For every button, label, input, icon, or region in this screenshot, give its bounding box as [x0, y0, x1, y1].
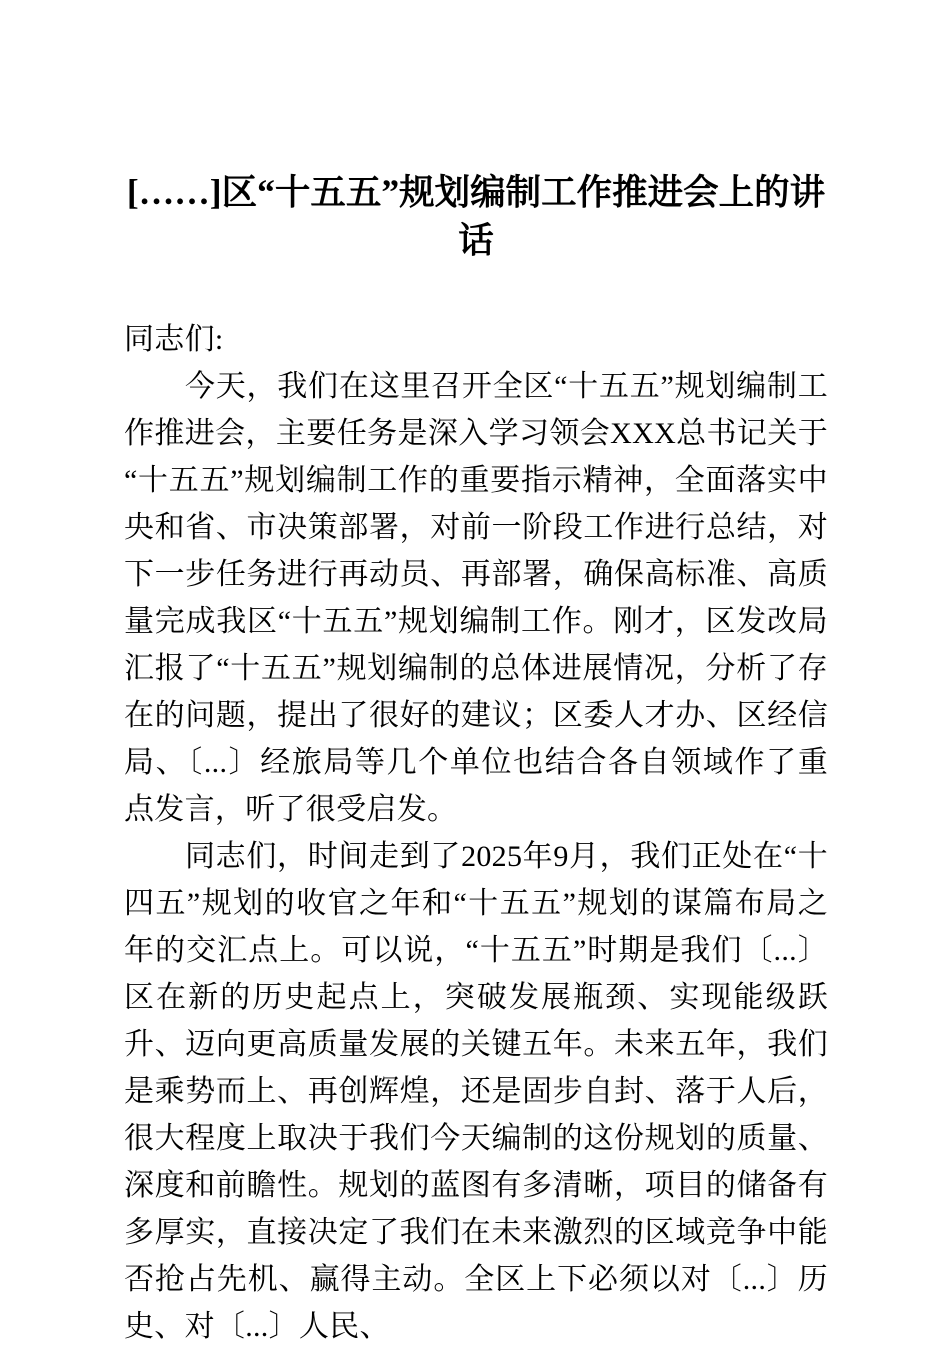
body-paragraph-2: 同志们，时间走到了2025年9月，我们正处在“十四五”规划的收官之年和“十五五”规划的谋篇布局之年的交汇点上。可以说，“十五五”时期是我们〔...〕区在新的历史起点上，突破发展瓶颈、实现能级跃升、迈向更高质量发展的关键五年。未来五年，我们是乘势而上、再创辉煌，还是固步自封、落于人后，很大程度上取决于我们今天编制的这份规划的质量、深度和前瞻性。规划的蓝图有多清晰，项目的储备有多厚实，直接决定了我们在未来激烈的区域竞争中能否抢占先机、赢得主动。全区上下必须以对〔...〕历史、对〔...〕人民、 — [124, 840, 828, 1343]
page-title: [……]区“十五五”规划编制工作推进会上的讲话 — [126, 172, 826, 260]
document-body — [124, 0, 828, 1350]
body-paragraph-1: 今天，我们在这里召开全区“十五五”规划编制工作推进会，主要任务是深入学习领会XXX总书记关于“十五五”规划编制工作的重要指示精神，全面落实中央和省、市决策部署，对前一阶段工作进行总结，对下一步任务进行再动员、再部署，确保高标准、高质量完成我区“十五五”规划编制工作。刚才，区发改局汇报了“十五五”规划编制的总体进展情况，分析了存在的问题，提出了很好的建议；区委人才办、区经信局、〔...〕经旅局等几个单位也结合各自领域作了重点发言，听了很受启发。 — [124, 370, 828, 826]
salutation: 同志们: — [124, 323, 224, 356]
